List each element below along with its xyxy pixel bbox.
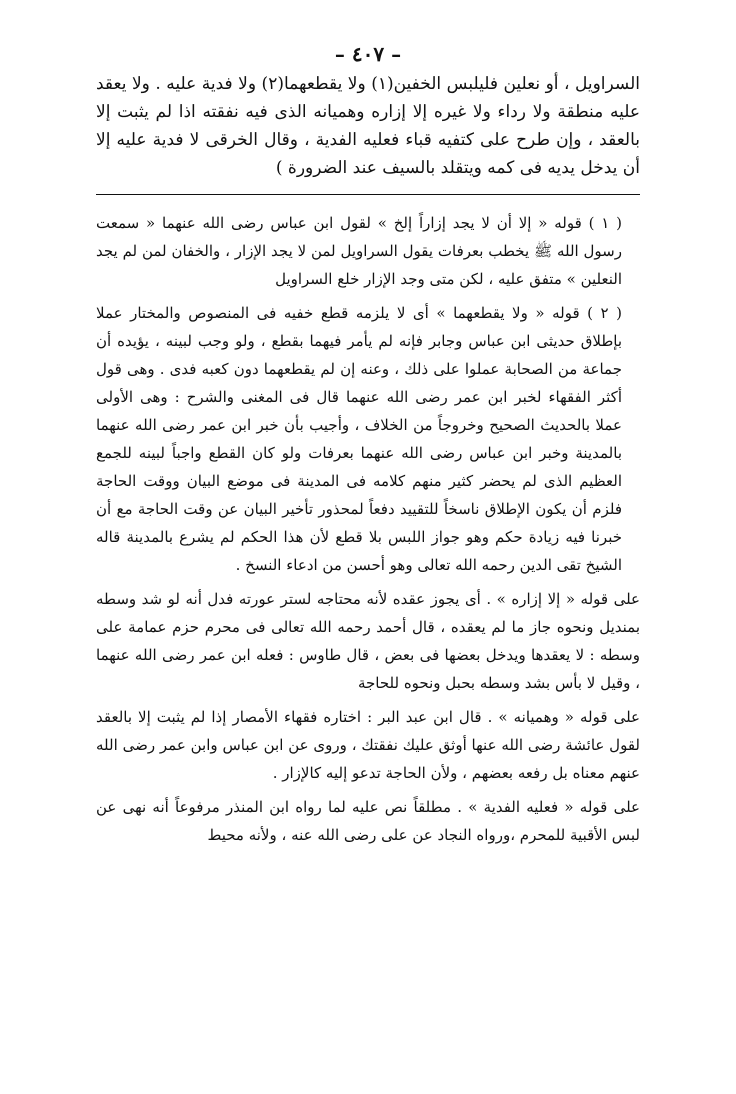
commentary-izarah: على قوله « إلا إزاره » . أى يجوز عقده لأنه محتاجه لستر عورته فدل أنه لو شد وسطه بمنديل ونحوه جاز ما لم يعقده ، قال أحمد رحمه الله تعالى فى محرم حزم عمامة على وسطه : لا يعقدها ويدخل بعضها فى بعض ، قال طاوس : فعله ابن عمر رضى الله عنهما ، وقيل لا بأس بشد وسطه بحبل ونحوه للحاجة — [96, 590, 640, 692]
footnotes-block — [96, 209, 640, 849]
footnote-2: ( ٢ ) قوله « ولا يقطعهما » أى لا يلزمه قطع خفيه فى المنصوص والمختار عملا بإطلاق حديثى ابن عباس وجابر فإنه لم يأمر فيهما بقطع ، ولو وجب لبينه ، يؤيده أن جماعة من الصحابة عملوا على ذلك ، وعنه إن لم يقطعهما دون كعبه فدى . وهى قول أكثر الفقهاء لخبر ابن عمر رضى الله عنهما قال فى المغنى والشرح : وهى الأولى عملا بالحديث الصحيح وخروجاً من الخلاف ، وأجيب بأن خبر ابن عمر رضى الله عنهما بالمدينة وخبر ابن عباس رضى الله عنهما بعرفات ولو كان القطع واجباً لبينه للجمع العظيم الذى لم يحضر كثير منهم كلامه فى المدينة فى موضع البيان ووقت الحاجة فلزم أن يكون الإطلاق ناسخاً للتقييد دفعاً لمحذور تأخير البيان عن وقت الحاجة مع أن خبرنا فيه زيادة حكم وهو جواز اللبس بلا قطع لأن هذا الحكم لم يشرع بالمدينة قاله الشيخ تقى الدين رحمه الله تعالى وهو أحسن من ادعاء النسخ . — [96, 304, 622, 574]
commentary-fidyah: على قوله « فعليه الفدية » . مطلقاً نص عليه لما رواه ابن المنذر مرفوعاً أنه نهى عن لبس الأقبية للمحرم ،ورواه النجاد عن على رضى الله عنه ، ولأنه محيط — [96, 798, 640, 844]
page-number: – ٤٠٧ – — [334, 42, 402, 66]
commentary-hamyanah: على قوله « وهميانه » . قال ابن عبد البر : اختاره فقهاء الأمصار إذا لم يثبت إلا بالعقد لقول عائشة رضى الله عنها أوثق عليك نفقتك ، وروى عن ابن عباس وابن عمر رضى الله عنهم معناه بل رفعه بعضهم ، ولأن الحاجة تدعو إليه كالإزار . — [96, 708, 640, 782]
footnote-divider — [96, 194, 640, 195]
main-text-block — [96, 70, 640, 182]
main-paragraph: السراويل ، أو نعلين فليلبس الخفين(١) ولا يقطعهما(٢) ولا فدية عليه . ولا يعقد عليه منطقة ولا رداء ولا غيره إلا إزاره وهميانه الذى فيه نفقته اذا لم يثبت إلا بالعقد ، وإن طرح على كتفيه قباء فعليه الفدية ، وقال الخرقى لا فدية عليه إلا أن يدخل يديه فى كمه ويتقلد بالسيف عند الضرورة ) — [96, 74, 640, 178]
footnote-1: ( ١ ) قوله « إلا أن لا يجد إزاراً إلخ » لقول ابن عباس رضى الله عنهما « سمعت رسول الله ﷺ يخطب بعرفات يقول السراويل لمن لا يجد الإزار ، والخفان لمن لم يجد النعلين » متفق عليه ، لكن متى وجد الإزار خلع السراويل — [96, 214, 622, 288]
